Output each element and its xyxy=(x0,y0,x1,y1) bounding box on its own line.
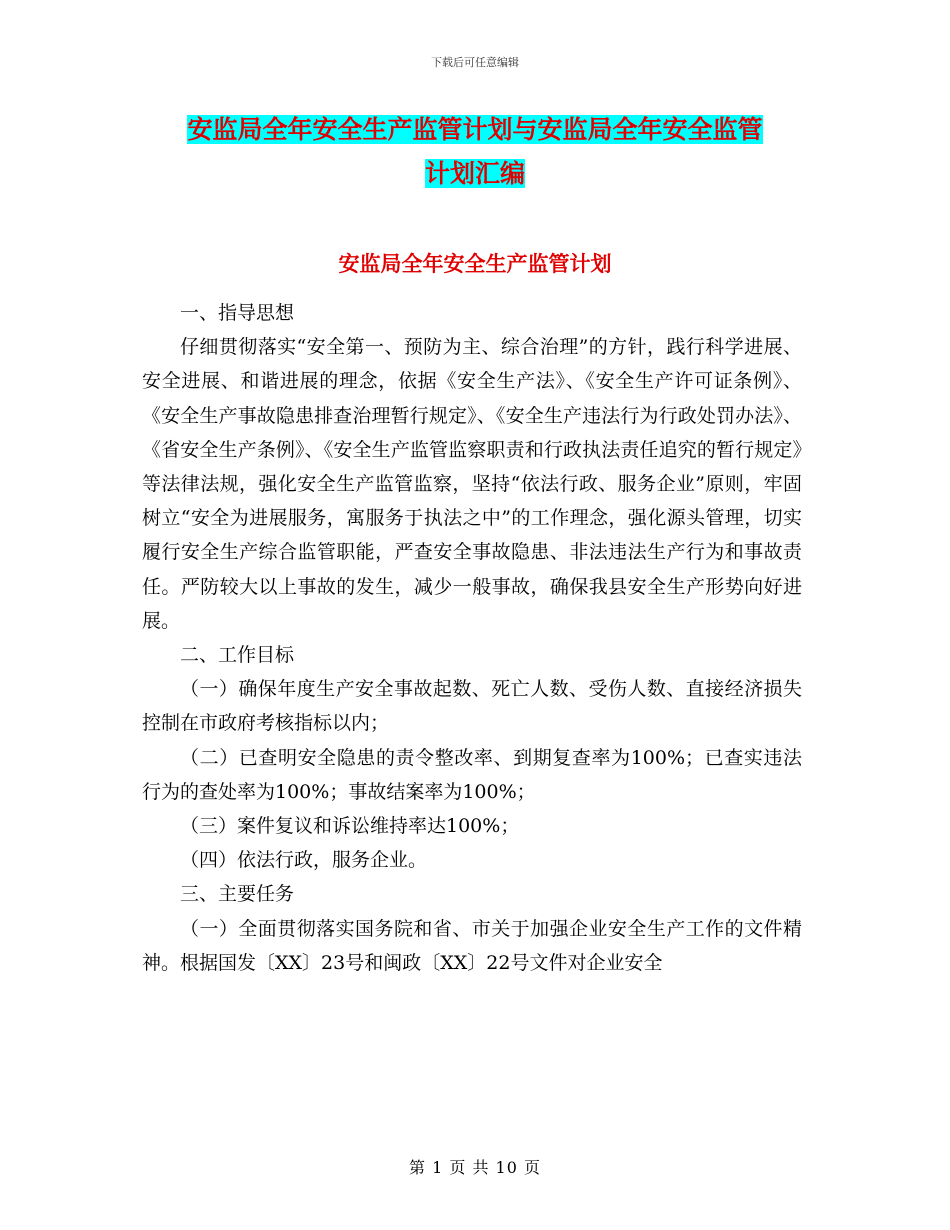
document-body xyxy=(142,296,802,980)
header-note: 下载后可任意编辑 xyxy=(431,56,519,69)
heading-guiding-thought: 一、指导思想 xyxy=(180,302,295,324)
title-line-2: 计划汇编 xyxy=(424,159,525,188)
heading-main-tasks: 三、主要任务 xyxy=(180,883,295,906)
goal-item-3: （三）案件复议和诉讼维持率达100%； xyxy=(180,815,520,838)
title-line-1: 安监局全年安全生产监管计划与安监局全年安全监管 xyxy=(187,115,763,144)
goal-item-1: （一）确保年度生产安全事故起数、死亡人数、受伤人数、直接经济损失控制在市政府考核指标以内； xyxy=(142,678,802,735)
page-number: 第 1 页 共 10 页 xyxy=(409,1158,541,1177)
paragraph-guiding-thought: 仔细贯彻落实“安全第一、预防为主、综合治理”的方针，践行科学进展、安全进展、和谐进展的理念，依据《安全生产法》、《安全生产许可证条例》、《安全生产事故隐患排查治理暂行规定》、《安全生产违法行为行政处罚办法》、《省安全生产条例》、《安全生产监管监察职责和行政执法责任追究的暂行规定》等法律法规，强化安全生产监管监察，坚持“依法行政、服务企业”原则，牢固树立“安全为进展服务，寓服务于执法之中”的工作理念，强化源头管理，切实履行安全生产综合监管职能，严查安全事故隐患、非法违法生产行为和事故责任。严防较大以上事故的发生，减少一般事故，确保我县安全生产形势向好进展。 xyxy=(142,336,802,632)
document-title xyxy=(140,108,810,196)
goal-item-2: （二）已查明安全隐患的责令整改率、到期复查率为100%；已查实违法行为的查处率为100%；事故结案率为100%； xyxy=(142,746,802,803)
section-title: 安监局全年安全生产监管计划 xyxy=(338,252,612,276)
heading-work-goals: 二、工作目标 xyxy=(180,644,295,667)
task-item-1: （一）全面贯彻落实国务院和省、市关于加强企业安全生产工作的文件精神。根据国发〔XX〕23号和闽政〔XX〕22号文件对企业安全 xyxy=(142,917,802,974)
goal-item-4: （四）依法行政，服务企业。 xyxy=(180,849,428,872)
